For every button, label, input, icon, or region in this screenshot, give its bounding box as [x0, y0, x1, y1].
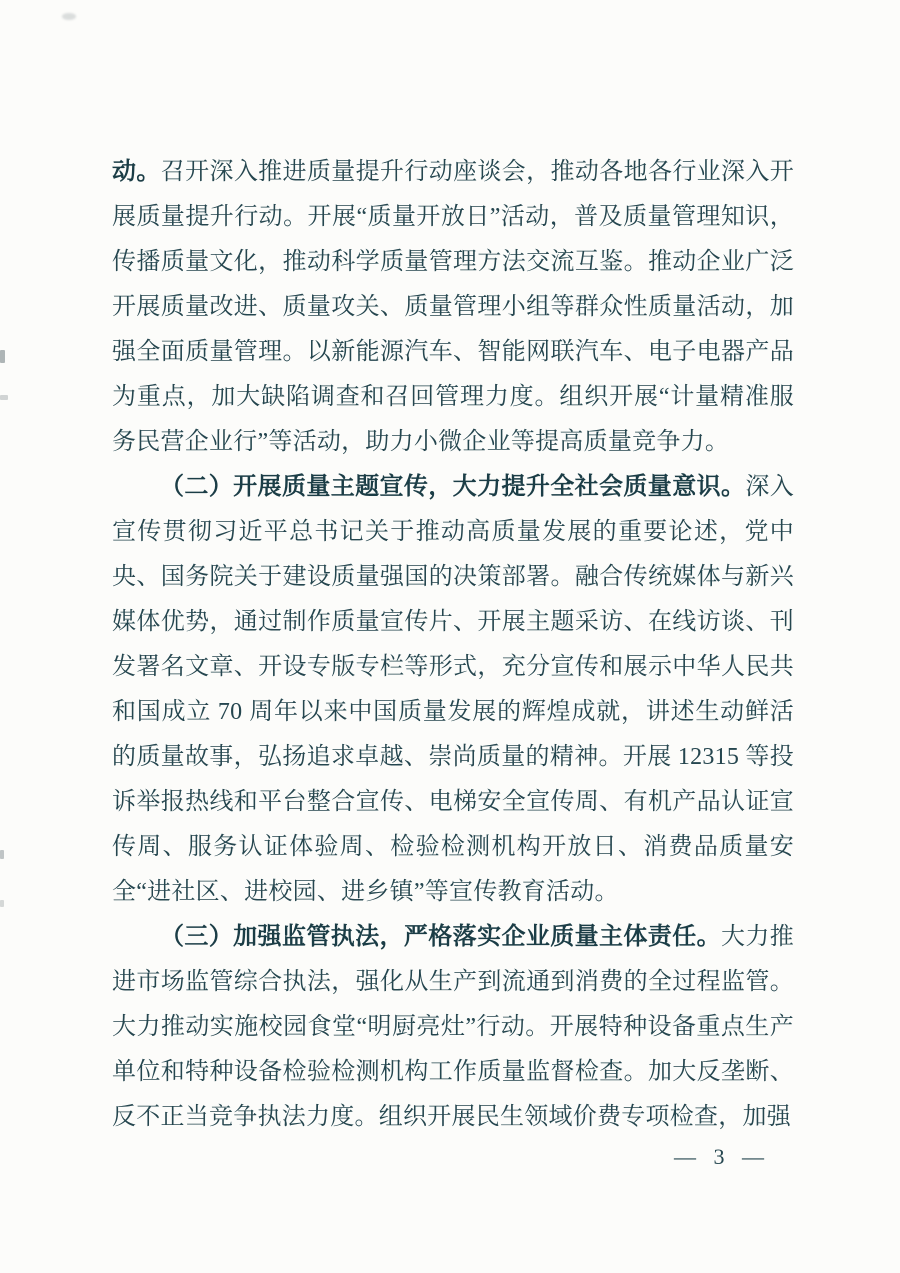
paragraph: [112, 465, 794, 915]
bold-text-run: （三）加强监管执法，严格落实企业质量主体责任。: [160, 924, 721, 950]
scan-edge-mark: [0, 395, 8, 400]
page-number: — 3 —: [674, 1144, 770, 1169]
bold-text-run: （二）开展质量主题宣传，大力提升全社会质量意识。: [160, 474, 746, 500]
document-body: [112, 150, 794, 1140]
text-run: 深入宣传贯彻习近平总书记关于推动高质量发展的重要论述，党中央、国务院关于建设质量强国的决策部署。融合传统媒体与新兴媒体优势，通过制作质量宣传片、开展主题采访、在线访谈、刊发署名文章、开设专版专栏等形式，充分宣传和展示中华人民共和国成立 70 周年以来中国质量发展的辉煌成就，讲述生动鲜活的质量故事，弘扬追求卓越、崇尚质量的精神。开展 12315 等投诉举报热线和平台整合宣传、电梯安全宣传周、有机产品认证宣传周、服务认证体验周、检验检测机构开放日、消费品质量安全“进社区、进校园、进乡镇”等宣传教育活动。: [112, 474, 794, 905]
bold-text-run: 动。: [112, 159, 161, 185]
text-run: 大力推进市场监管综合执法，强化从生产到流通到消费的全过程监管。大力推动实施校园食堂“明厨亮灶”行动。开展特种设备重点生产单位和特种设备检验检测机构工作质量监督检查。加大反垄断、反不正当竞争执法力度。组织开展民生领域价费专项检查，加强: [112, 924, 794, 1130]
scan-edge-mark: [0, 350, 5, 363]
paragraph: [112, 915, 794, 1140]
paragraph: [112, 150, 794, 465]
scan-edge-mark: [0, 900, 4, 907]
scan-edge-mark: [0, 850, 4, 859]
scan-speck: [62, 13, 76, 20]
text-run: 召开深入推进质量提升行动座谈会，推动各地各行业深入开展质量提升行动。开展“质量开放日”活动，普及质量管理知识，传播质量文化，推动科学质量管理方法交流互鉴。推动企业广泛开展质量改进、质量攻关、质量管理小组等群众性质量活动，加强全面质量管理。以新能源汽车、智能网联汽车、电子电器产品为重点，加大缺陷调查和召回管理力度。组织开展“计量精准服务民营企业行”等活动，助力小微企业等提高质量竞争力。: [112, 159, 795, 455]
